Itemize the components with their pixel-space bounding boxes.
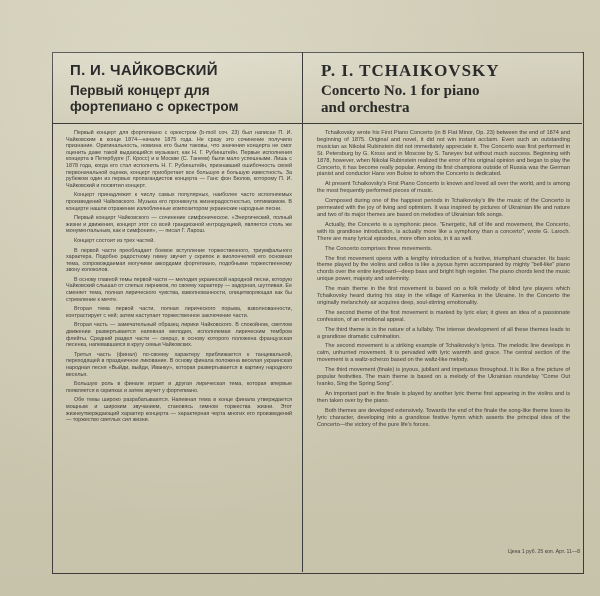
russian-paragraph: В основу главной темы первой части — мелодия украинской народной песни, которую Чайковский слышал от слепых лирников, по своему характеру — задорная, шутливая. Ее сменяет тема, полная лирического чувства, взволнованности, олицетворяющая как бы стремление к мечте. — [66, 276, 292, 303]
english-title-line1: Concerto No. 1 for piano — [321, 83, 480, 99]
russian-paragraph: Концерт состоит из трех частей. — [74, 237, 155, 244]
english-header — [303, 52, 582, 124]
russian-paragraph: Первый концерт Чайковского — сочинение симфоническое. «Энергический, полный жизни и движения, концерт этот со всей грандиозной интродукцией, является столь же монументальным, как и симфония», — писал Г. Ларош. — [66, 215, 292, 235]
russian-title-line2: фортепиано с оркестром — [70, 99, 239, 114]
english-paragraph: An important part in the finale is played by another lyric theme first appearing in the violins and is then taken over by the piano. — [317, 390, 570, 404]
english-paragraph: The main theme in the first movement is based on a folk melody of blind lyre players which Tchaikovsky heard during his stay in the village of Kamenka in the Ukraine. In the Concerto the originally melancholy air acquires deep, soul-stirring emotionality. — [317, 286, 570, 306]
english-paragraph: The third movement (finale) is joyous, jubilant and impetuous throughout. It is like a fine picture of popular festivities. The main theme is based on a melody of the Ukrainian roundelay "Come Out Ivanko, Sing the Spring Song". — [317, 367, 570, 387]
russian-composer: П. И. ЧАЙКОВСКИЙ — [70, 62, 218, 79]
english-paragraph: The second movement is a striking example of Tchaikovsky's lyrics. The melodic line develops in calm, unhurried movement. It is pervaded with lyric warmth and grace. The central section of the movement is a waltz-scherzo based on the waltz-like melody. — [317, 343, 570, 364]
english-title-line2: and orchestra — [321, 100, 410, 116]
russian-title-line1: Первый концерт для — [70, 83, 210, 98]
english-column — [303, 52, 582, 431]
russian-header — [52, 52, 302, 124]
russian-paragraph: Вторая часть — замечательный образец лирики Чайковского. В спокойном, светлом движении развертывается напевная мелодия, исполняемая лирическим тембром флейты. Средний раздел части — скерцо, в основу которого положена французская песенка, напевавшаяся в кругу семьи Чайковских. — [66, 322, 292, 349]
russian-column — [52, 52, 302, 427]
english-paragraph: The Concerto comprises three movements. — [325, 245, 433, 252]
english-composer: P. I. TCHAIKOVSKY — [321, 61, 500, 80]
english-paragraph: Actually, the Concerto is a symphonic piece. "Energetic, full of life and movement, the Concerto, with its grandiose introduction, is actually more like a symphony than a concerto", wrote G. Laroch. There are many lyrical episodes, more often solos, in it as well. — [317, 221, 570, 242]
russian-paragraph: Третья часть (финал) по-своему характеру приближается к танцевальной, переходящей в праздничное ликование. В основу финала положена веселая украинская народная песня «Выйди, выйди, Иванку», которая развертывается в картину народного веселья. — [66, 351, 292, 378]
english-paragraph: Composed during one of the happiest periods in Tchaikovsky's life the music of the Concerto is permeated with the joy of living and optimism. It was inspired by pictures of Ukrainian life and nature and two of its major themes are based on melodies of Ukrainian folk songs. — [317, 198, 570, 218]
price-footer: Цена 1 руб. 25 коп. Арт. 11—8 — [507, 549, 580, 555]
russian-paragraph: Обе темы широко разрабатываются. Напевная тема в конце финала утверждается мощным и широким звучанием, становясь гимном торжества жизни. Этот жизнеутверждающий характер концерта — характерная черта многих его произведений — торжество светлых сил жизни. — [66, 397, 292, 424]
russian-body — [52, 124, 302, 424]
english-body — [303, 124, 582, 428]
russian-paragraph: Большую роль в финале играет и другая лирическая тема, которая впервые появляется в скрипках и затем звучит у фортепиано. — [66, 381, 292, 394]
english-paragraph: Both themes are developed extensively. Towards the end of the finale the song-like theme loses its lyric character, developing into a grandiose festive hymn which asserts the principal idea of the Concerto—the victory of the pure life's forces. — [317, 407, 570, 428]
english-paragraph: The second theme of the first movement is marked by lyric elan; it gives an idea of a passionate confession, of an emotional appeal. — [317, 309, 570, 323]
russian-paragraph: Концерт принадлежит к числу самых популярных, наиболее часто исполняемых произведений Чайковского. Музыка его проникнута жизнерадостностью, оптимизмом. В концерте нашли отражение излюбленные композитором украинские народные песни. — [66, 192, 292, 212]
russian-paragraph: В первой части преобладает боевое вступление торжественного, триумфального характера. Подобно радостному гимну звучит у скрипок и виолончелей его основная тема, сопровождаемая могучими аккордами фортепиано, подобными торжественному звону колоколов. — [66, 247, 292, 274]
english-paragraph: The third theme is in the nature of a lullaby. The intense development of all these themes leads to a grandiose dramatic culmination. — [317, 326, 570, 340]
russian-paragraph: Первый концерт для фортепиано с оркестром (b-moll соч. 23) был написан П. И. Чайковским в конце 1874—начале 1875 года. Не сразу это сочинение получило признание. Оригинальность, новизна его были таковы, что значения концерта не смог оценить даже такой выдающийся музыкант, как Н. Г. Рубинштейн. Первые исполнения концерта в Петербурге (Г. Кросс) и в Москве (С. Танеев) были мало успешными. Лишь с 1878 года, когда его стал исполнять Н. Г. Рубинштейн, признавший ошибочность своей первоначальной оценки, концерт приобретает все большую и большую известность. За рубежом один из первых пропагандистов концерта — Ганс фон Бюлов, которому П. И. Чайковский и посвятил концерт. — [66, 130, 292, 189]
english-paragraph: Tchaikovsky wrote his First Piano Concerto (in B Flat Minor, Op. 23) between the end of 1874 and beginning of 1875. Original and novel, it did not win instant acclaim. Even such an outstanding musician as Nikolai Rubinstein did not immediately appreciate it. The Concerto was first performed in St. Petersburg by G. Kross and in Moscow by S. Taneyev but without much success. Beginning with 1878, however, when Nikolai Rubinstein realized the error of his original opinion and began to play the Concerto, it has become really popular. Among its first champions outside of Russia was the German pianist and conductor Hans von Bulow to whom the Concerto is dedicated. — [317, 130, 570, 178]
english-paragraph: At present Tchaikovsky's First Piano Concerto is known and loved all over the world, and is among the most frequently performed pieces of music. — [317, 181, 570, 195]
english-paragraph: The first movement opens with a lengthy introduction of a festive, triumphant character. Its basic theme played by the violins and cellos is like a joyous hymn accompanied by mighty "bell-like" piano chords over the entire keyboard—deep bass and bright high register. The piano chords lend the music unique power, majesty and solemnity. — [317, 255, 570, 283]
russian-paragraph: Вторая тема первой части, полная лирического порыва, взволнованности, контрастирует с ней; затем наступает торжественное заключение части. — [66, 306, 292, 319]
